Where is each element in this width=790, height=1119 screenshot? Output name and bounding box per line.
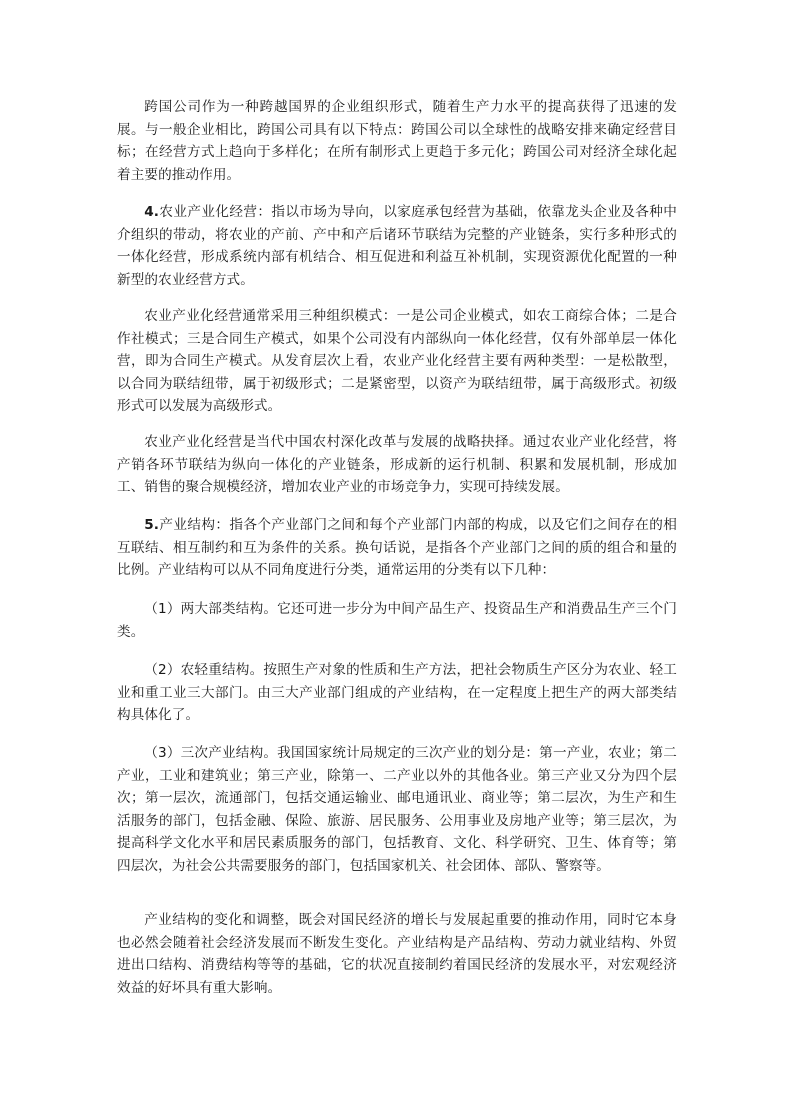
section-number: 5. (144, 517, 160, 533)
paragraph-organization-modes: 农业产业化经营通常采用三种组织模式：一是公司企业模式，如农工商综合体；二是合作社模式；三是合同生产模式，如果个公司没有内部纵向一体化经营，仅有外部单层一体化营，即为合同生产模式。从发育层次上看，农业产业化经营主要有两种类型：一是松散型，以合同为联结纽带，属于初级形式；二是紧密型，以资产为联结纽带，属于高级形式。初级形式可以发展为高级形式。 (117, 308, 677, 415)
paragraph-agri-light-heavy: （2）农轻重结构。按照生产对象的性质和生产方法，把社会物质生产区分为农业、轻工业和重工业三大部门。由三大产业部门组成的产业结构，在一定程度上把生产的两大部类结构具体化了。 (117, 662, 677, 724)
paragraph-multinational-corporation: 跨国公司作为一种跨越国界的企业组织形式，随着生产力水平的提高获得了迅速的发展。与一般企业相比，跨国公司具有以下特点：跨国公司以全球性的战略安排来确定经营目标；在经营方式上趋向于多样化；在所有制形式上更趋于多元化；跨国公司对经济全球化起着主要的推动作用。 (117, 99, 677, 183)
paragraph-strategic-choice: 农业产业化经营是当代中国农村深化改革与发展的战略抉择。通过农业产业化经营，将产销各环节联结为纵向一体化的产业链条，形成新的运行机制、积累和发展机制，形成加工、销售的聚合规模经济，增加农业产业的市场竞争力，实现可持续发展。 (117, 434, 677, 496)
paragraph-industrial-structure: 5.产业结构：指各个产业部门之间和每个产业部门内部的构成，以及它们之间存在的相互联结、相互制约和互为条件的关系。换句话说，是指各个产业部门之间的质的组合和量的比例。产业结构可以从不同角度进行分类，通常运用的分类有以下几种： (117, 517, 677, 579)
paragraph-two-departments: （1）两大部类结构。它还可进一步分为中间产品生产、投资品生产和消费品生产三个门类。 (117, 601, 677, 640)
paragraph-structure-change: 产业结构的变化和调整，既会对国民经济的增长与发展起重要的推动作用，同时它本身也必然会随着社会经济发展而不断发生变化。产业结构是产品结构、劳动力就业结构、外贸进出口结构、消费结构等等的基础，它的状况直接制约着国民经济的发展水平，对宏观经济效益的好坏具有重大影响。 (117, 912, 677, 996)
paragraph-three-industries: （3）三次产业结构。我国国家统计局规定的三次产业的划分是：第一产业，农业；第二产业，工业和建筑业；第三产业，除第一、二产业以外的其他各业。第三产业又分为四个层次；第一层次，流通部门，包括交通运输业、邮电通讯业、商业等；第二层次，为生产和生活服务的部门，包括金融、保险、旅游、居民服务、公用事业及房地产业等；第三层次，为提高科学文化水平和居民素质服务的部门，包括教育、文化、科学研究、卫生、体育等；第四层次，为社会公共需要服务的部门，包括国家机关、社会团体、部队、警察等。 (117, 745, 677, 874)
paragraph-agricultural-industrialization: 4.农业产业化经营：指以市场为导向，以家庭承包经营为基础，依靠龙头企业及各种中介组织的带动，将农业的产前、产中和产后诸环节联结为完整的产业链条，实行多种形式的一体化经营，形成系统内部有机结合、相互促进和利益互补机制，实现资源优化配置的一种新型的农业经营方式。 (117, 204, 677, 288)
section-number: 4. (144, 204, 160, 220)
